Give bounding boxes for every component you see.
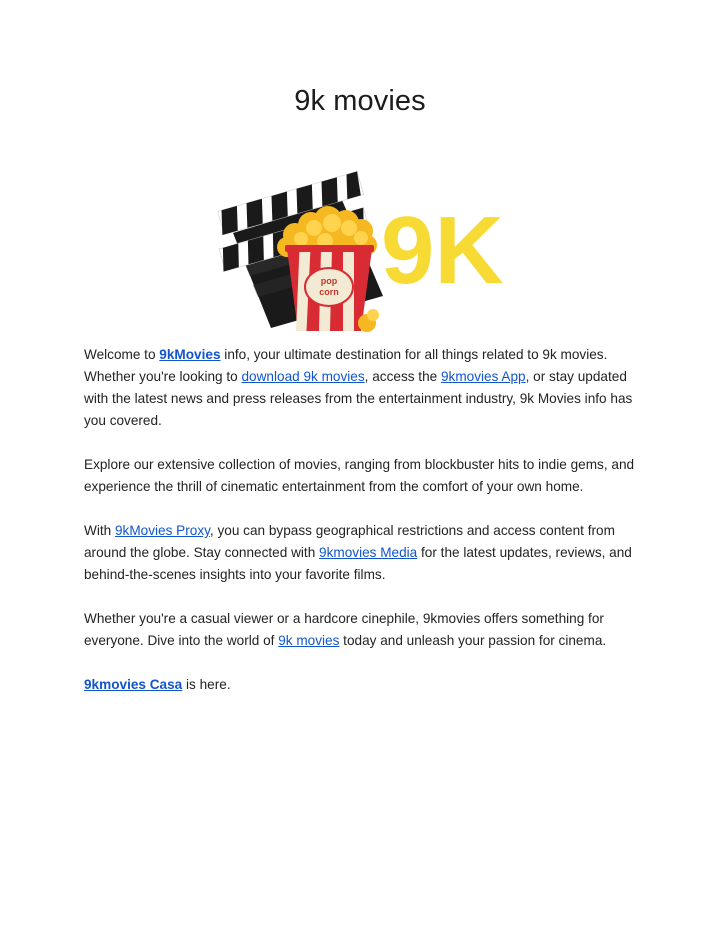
text-run: for the latest updates, reviews, and behind-the-scenes insights into your favorite films.	[84, 545, 632, 582]
paragraph-intro	[84, 344, 638, 432]
link-9kmovies-app[interactable]: 9kmovies App	[440, 369, 526, 384]
text-run: Welcome to	[84, 347, 160, 362]
text-run: With	[84, 523, 115, 538]
hero-logo-container	[0, 165, 720, 337]
link-9kmovies-casa[interactable]: 9kmovies Casa	[84, 677, 183, 692]
text-run: Whether you're a casual viewer or a hardcore cinephile, 9kmovies offers something for everyone. Dive into the world of	[84, 611, 604, 648]
text-run: is here.	[182, 677, 231, 692]
link-9k-movies[interactable]: 9k movies	[278, 633, 340, 648]
paragraph-explore	[84, 454, 638, 498]
movies-logo-icon	[215, 165, 505, 337]
paragraph-cinephile	[84, 608, 638, 652]
article-body	[84, 344, 638, 696]
popcorn-label-line2: corn	[319, 287, 339, 297]
link-download-9k-movies[interactable]: download 9k movies	[241, 369, 365, 384]
hero-logo	[215, 165, 505, 337]
text-run: , access the	[364, 369, 441, 384]
text-run: Explore our extensive collection of movies, ranging from blockbuster hits to indie gems, and experience the thrill of cinematic entertainment from the comfort of your own home.	[84, 457, 635, 494]
text-run: , or stay updated with the latest news and press releases from the entertainment industry, 9k Movies info has you covered.	[84, 369, 633, 428]
text-run: info, your ultimate destination for all things related to 9k movies. Whether you're looking to	[84, 347, 608, 384]
link-9kmovies[interactable]: 9kMovies	[159, 347, 221, 362]
paragraph-proxy	[84, 520, 638, 586]
paragraph-casa	[84, 674, 638, 696]
popcorn-label-line1: pop	[320, 276, 338, 286]
text-run: , you can bypass geographical restrictions and access content from around the globe. Stay connected with	[84, 523, 615, 560]
link-9kmovies-media[interactable]: 9kmovies Media	[319, 545, 418, 560]
page-title: 9k movies	[294, 85, 426, 117]
text-run: today and unleash your passion for cinema.	[339, 633, 607, 648]
link-9kmovies-proxy[interactable]: 9kMovies Proxy	[114, 523, 210, 538]
wordmark-9k: 9K	[381, 197, 504, 304]
